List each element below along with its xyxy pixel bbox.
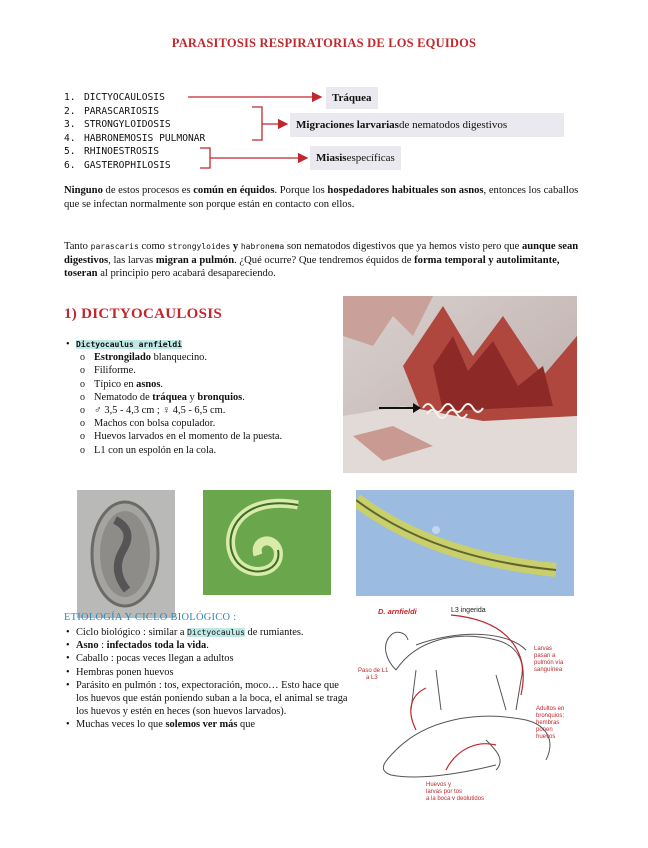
list-item: • Muchas veces lo que solemos ver más que bbox=[64, 718, 348, 731]
list-item: o Huevos larvados en el momento de la puesta. bbox=[64, 430, 314, 443]
box-traquea: Tráquea bbox=[326, 87, 378, 109]
list-item: o Típico en asnos. bbox=[64, 378, 344, 391]
diagram-l3: L3 ingerida bbox=[451, 607, 486, 614]
list-item: 5. RHINOESTROSIS bbox=[64, 146, 160, 158]
list-item: 6. GASTEROPHILOSIS bbox=[64, 159, 171, 171]
list-item: 1. DICTYOCAULOSIS bbox=[64, 92, 165, 103]
diagram-species: D. arnfieldi bbox=[378, 607, 417, 616]
list-item: 3. STRONGYLOIDOSIS bbox=[64, 119, 171, 131]
trachea-photo bbox=[343, 296, 577, 473]
list-item: • Asno : infectados toda la vida. bbox=[64, 639, 348, 652]
list-item: o L1 con un espolón en la cola. bbox=[64, 444, 344, 457]
larva-micrograph-blue bbox=[356, 490, 574, 596]
list-item: o Estrongilado blanquecino. bbox=[64, 351, 344, 364]
etiology-list bbox=[64, 626, 348, 732]
species-characteristics bbox=[64, 338, 344, 457]
list-item: o Nematodo de tráquea y bronquios. bbox=[64, 391, 344, 404]
connector-arrows bbox=[0, 0, 648, 200]
diagram-paso: Paso de L1 a L3 bbox=[358, 668, 389, 681]
paragraph-migracion: Tanto parascaris como strongyloides y habronema son nematodos digestivos que ya hemos visto pero que aunque sean digestivos, las larvas migran a pulmón. ¿Qué ocurre? Que tendremos équidos de forma temporal y autolimitante, toseran al principio pero acabará desapareciendo. bbox=[64, 241, 579, 280]
list-item: 2. PARASCARIOSIS bbox=[64, 105, 160, 117]
list-item: • Ciclo biológico : similar a Dictyocaulus de rumiantes. bbox=[64, 626, 348, 639]
list-item: • Caballo : pocas veces llegan a adultos bbox=[64, 652, 348, 665]
list-item: o ♂ 3,5 - 4,3 cm ; ♀ 4,5 - 6,5 cm. bbox=[64, 404, 344, 417]
diagram-larvas: Larvas pasan a pulmón vía sanguínea bbox=[534, 646, 564, 673]
list-item: 4. HABRONEMOSIS PULMONAR bbox=[64, 132, 206, 144]
list-item: • Hembras ponen huevos bbox=[64, 666, 348, 679]
list-item: o Machos con bolsa copulador. bbox=[64, 417, 344, 430]
list-item: o Filiforme. bbox=[64, 364, 344, 377]
paragraph-hospedadores: Ninguno de estos procesos es común en équidos. Porque los hospedadores habituales son asnos, entonces los caballos que se infectan normalmente son porque están en contacto con ellos. bbox=[64, 185, 579, 210]
list-item: • Parásito en pulmón : tos, expectoración, moco… Esto hace que los huevos que están poniendo suban a la boca, el animal se traga los huevos y estén en heces (son huevos larvados). bbox=[64, 679, 348, 719]
diagram-adultos: Adultos en bronquios; hembras ponen huevos bbox=[536, 706, 565, 740]
egg-micrograph bbox=[77, 490, 175, 618]
life-cycle-diagram bbox=[356, 600, 576, 800]
species-name: • Dictyocaulus arnfieldi bbox=[64, 338, 344, 351]
diagram-huevos: Huevos y larvas por tos a la boca y deglutidos bbox=[426, 782, 485, 800]
etiology-heading: ETIOLOGÍA Y CICLO BIOLÓGICO : bbox=[64, 612, 237, 623]
box-miasis: Miasis específicas bbox=[310, 146, 401, 170]
larva-micrograph-green bbox=[203, 490, 331, 595]
section-heading-dictyocaulosis: 1) DICTYOCAULOSIS bbox=[64, 306, 223, 322]
page-title: PARASITOSIS RESPIRATORIAS DE LOS EQUIDOS bbox=[171, 36, 477, 50]
box-migraciones: Migraciones larvarias de nematodos digestivos bbox=[290, 113, 564, 137]
